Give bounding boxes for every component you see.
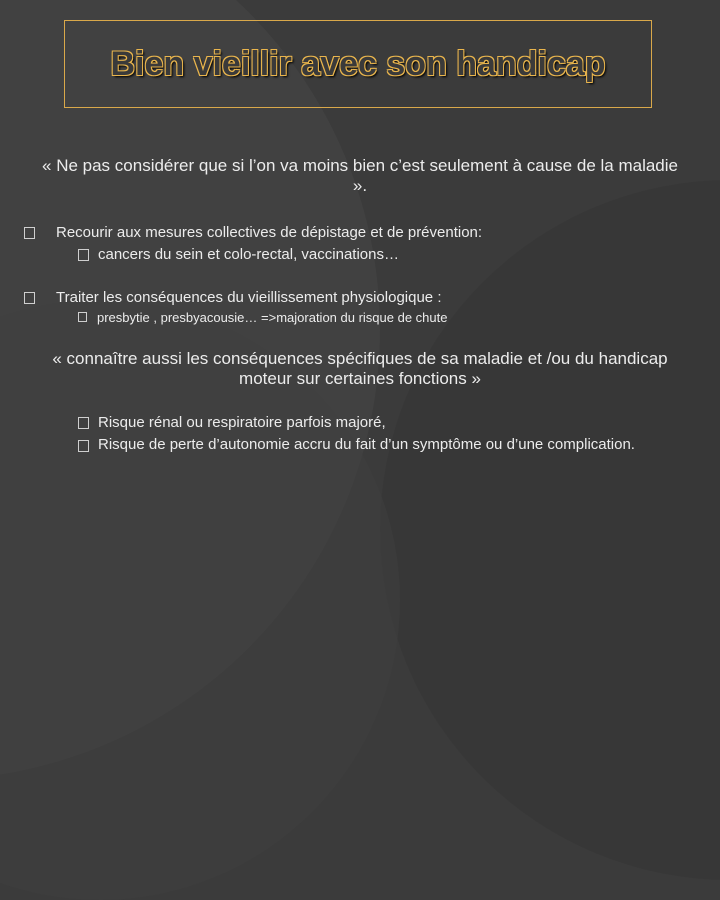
bullet-item <box>24 223 482 243</box>
sub-bullet-text: presbytie , presbyacousie… =>majoration du risque de chute <box>97 310 448 325</box>
bullet-box-icon <box>78 249 89 261</box>
sub-bullet-item <box>78 245 399 265</box>
bullet-box-icon <box>24 292 35 304</box>
bullet-text: Traiter les conséquences du vieillissement physiologique : <box>56 289 442 306</box>
background-shape <box>380 180 720 880</box>
sub-bullet-text: cancers du sein et colo-rectal, vaccinations… <box>98 246 399 263</box>
bullet-item <box>78 436 658 454</box>
bullet-box-icon <box>78 440 89 452</box>
title-box <box>64 20 652 108</box>
slide-title: Bien vieillir avec son handicap <box>110 45 606 83</box>
bullet-item <box>24 288 441 308</box>
bullet-text: Recourir aux mesures collectives de dépistage et de prévention: <box>56 224 483 241</box>
quote-text: « Ne pas considérer que si l’on va moins bien c’est seulement à cause de la maladie ». <box>42 156 678 195</box>
bullet-box-icon <box>78 312 87 322</box>
quote-text: « connaître aussi les conséquences spécifiques de sa maladie et /ou du handicap moteur sur certaines fonctions » <box>52 349 668 388</box>
bullet-item <box>78 413 386 433</box>
bullet-text: Risque rénal ou respiratoire parfois majoré, <box>98 414 386 431</box>
sub-bullet-item <box>78 309 447 327</box>
bullet-box-icon <box>24 227 35 239</box>
bullet-box-icon <box>78 417 89 429</box>
bullet-text: Risque de perte d’autonomie accru du fait d’un symptôme ou d’une complication. <box>98 436 635 453</box>
